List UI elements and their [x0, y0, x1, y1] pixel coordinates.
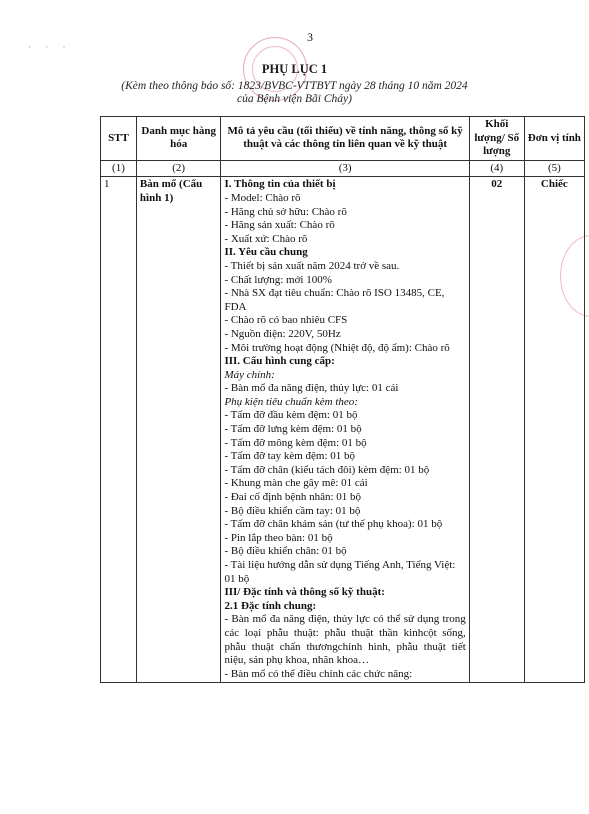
page-number: 3 [307, 30, 313, 44]
description-line: - Môi trường hoạt động (Nhiệt độ, độ ẩm): Chào rõ [224, 341, 450, 354]
row-unit: Chiếc [524, 177, 584, 683]
description-line: Máy chính: [224, 368, 275, 381]
header-name: Danh mục hàng hóa [136, 117, 221, 161]
row-description [221, 177, 469, 683]
index-cell: (5) [524, 160, 584, 177]
description-line: - Chất lượng: mới 100% [224, 273, 332, 286]
row-stt: 1 [101, 177, 137, 683]
header-row [101, 117, 585, 161]
description-line: - Bàn mổ đa năng điện, thủy lực có thể sử dụng trong các loại phẫu thuật: phẫu thuật thần kinhcột sống, phẫu thuật chấn thươngchỉnh hình, phẫu thuật tiết niệu, sản phụ khoa, nhãn khoa… [224, 613, 466, 667]
index-cell: (4) [469, 160, 524, 177]
spec-table [100, 116, 585, 683]
description-line: - Hãng chủ sở hữu: Chào rõ [224, 205, 347, 218]
row-item-name: Bàn mổ (Cấu hình 1) [136, 177, 221, 683]
description-line: III. Cấu hình cung cấp: [224, 355, 335, 368]
index-row [101, 160, 585, 177]
index-cell: (1) [101, 160, 137, 177]
subtitle-line: của Bệnh viện Bãi Cháy) [237, 93, 352, 105]
header-unit: Đơn vị tính [524, 117, 584, 161]
description-line: - Model: Chào rõ [224, 191, 301, 204]
scan-specks: · · · [28, 42, 72, 52]
subtitle-line: (Kèm theo thông báo số: 1823/BVBC-VTTBYT ngày 28 tháng 10 năm 2024 [121, 80, 468, 92]
header-qty: Khối lượng/ Số lượng [469, 117, 524, 161]
header-stt: STT [101, 117, 137, 161]
row-quantity: 02 [469, 177, 524, 683]
description-line: - Khung màn che gây mê: 01 cái [224, 477, 368, 490]
header-desc: Mô tả yêu cầu (tối thiểu) về tính năng, thông số kỹ thuật và các thông tin liên quan về kỹ thuật [221, 117, 469, 161]
description-line: - Pin lắp theo bàn: 01 bộ [224, 531, 333, 544]
description-line: III/ Đặc tính và thông số kỹ thuật: [224, 586, 385, 599]
description-line: - Chào rõ có bao nhiêu CFS [224, 314, 348, 327]
appendix-subtitle [0, 80, 589, 106]
description-line: - Tấm đỡ chân khám sản (tư thế phụ khoa): 01 bộ [224, 518, 443, 531]
description-line: - Tấm đỡ đầu kèm đệm: 01 bộ [224, 409, 358, 422]
description-line: - Tài liệu hướng dẫn sử dụng Tiếng Anh, Tiếng Việt: 01 bộ [224, 559, 456, 585]
description-line: Phụ kiện tiêu chuẩn kèm theo: [224, 395, 358, 408]
index-cell: (2) [136, 160, 221, 177]
description-line: - Thiết bị sản xuất năm 2024 trở về sau. [224, 259, 400, 272]
description-line: - Tấm đỡ mông kèm đệm: 01 bộ [224, 436, 367, 449]
index-cell: (3) [221, 160, 469, 177]
description-line: - Tấm đỡ chân (kiểu tách đôi) kèm đệm: 01 bộ [224, 463, 430, 476]
description-line: II. Yêu cầu chung [224, 246, 308, 259]
appendix-title: PHỤ LỤC 1 [261, 62, 328, 76]
description-line: - Xuất xứ: Chào rõ [224, 232, 308, 245]
description-line: - Tấm đỡ tay kèm đệm: 01 bộ [224, 450, 356, 463]
description-line: - Bộ điều khiển chân: 01 bộ [224, 545, 347, 558]
description-line: - Bàn mổ có thể điều chỉnh các chức năng: [224, 667, 413, 680]
description-line: - Bộ điều khiển cầm tay: 01 bộ [224, 504, 361, 517]
description-line: - Nguồn điện: 220V, 50Hz [224, 327, 341, 340]
description-line: 2.1 Đặc tính chung: [224, 599, 317, 612]
description-line: - Bàn mổ đa năng điện, thủy lực: 01 cái [224, 382, 399, 395]
table-row [101, 177, 585, 683]
description-line: - Nhà SX đạt tiêu chuẩn: Chào rõ ISO 13485, CE, FDA [224, 287, 445, 313]
description-line: - Đai cố định bệnh nhân: 01 bộ [224, 491, 362, 504]
description-line: I. Thông tin của thiết bị [224, 178, 336, 191]
description-line: - Tấm đỡ lưng kèm đệm: 01 bộ [224, 423, 362, 436]
description-line: - Hãng sản xuất: Chào rõ [224, 219, 335, 232]
